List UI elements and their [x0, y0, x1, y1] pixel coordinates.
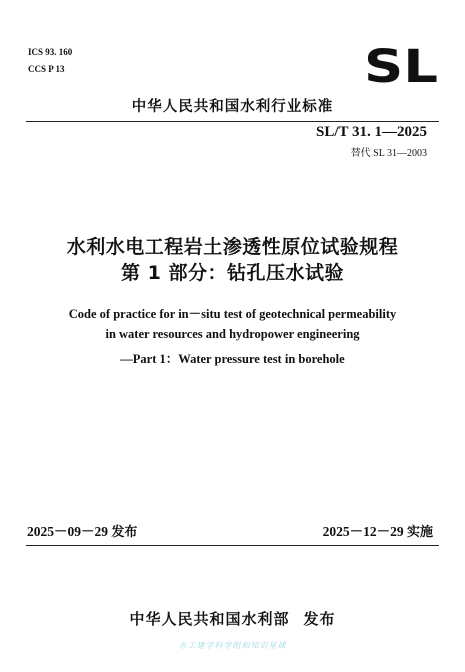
- ccs-code: CCS P 13: [28, 64, 65, 74]
- watermark-text: 水工建学科学组和知识星球: [178, 641, 287, 650]
- issue-date: 2025－09－29: [27, 524, 108, 539]
- classification-codes: [28, 44, 72, 78]
- implement-date: 2025－12－29: [322, 524, 404, 539]
- sl-logo: [364, 46, 438, 86]
- title-cn-line2: 第 1 部分：钻孔压水试验: [121, 262, 344, 284]
- publisher-line: [0, 608, 465, 629]
- industry-standard-title: 中华人民共和国水利行业标准: [131, 99, 334, 115]
- title-en-line1: Code of practice for in－situ test of geotechnical permeability: [68, 307, 397, 321]
- publisher-name: 中华人民共和国水利部: [129, 610, 290, 628]
- title-en-line3: —Part 1：Water pressure test in borehole: [120, 352, 345, 366]
- ics-code: ICS 93. 160: [28, 47, 73, 57]
- publisher-action: 发布: [303, 610, 336, 628]
- implement-label: 实施: [406, 525, 433, 540]
- replaced-standard: 替代 SL 31—2003: [350, 148, 427, 159]
- standard-number: SL/T 31. 1—2025: [316, 124, 427, 140]
- title-en-line2: in water resources and hydropower engineering: [105, 327, 360, 341]
- sl-logo-mark: [364, 46, 438, 86]
- implement-date-block: [323, 520, 433, 540]
- sl-logo-text: SL: [364, 46, 438, 86]
- issue-label: 发布: [111, 525, 138, 540]
- title-cn-line1: 水利水电工程岩土渗透性原位试验规程: [66, 236, 399, 258]
- footer-divider: [26, 545, 439, 546]
- header-divider: [26, 121, 439, 122]
- issue-date-block: [27, 520, 137, 540]
